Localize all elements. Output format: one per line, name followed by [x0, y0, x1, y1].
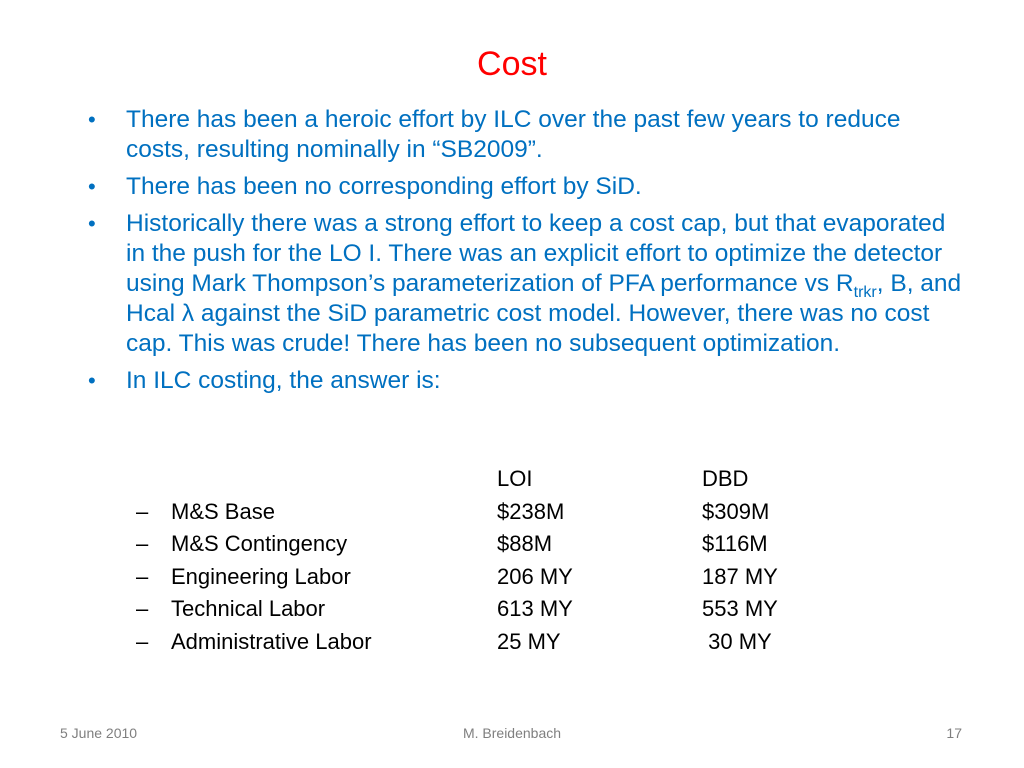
bullet-marker: • — [88, 211, 96, 236]
row-dbd-value: $309M — [702, 498, 770, 524]
slide-title: Cost — [477, 45, 547, 83]
row-dbd-value: $116M — [702, 531, 768, 557]
table-header-loi: LOI — [497, 466, 533, 492]
row-label-text: Technical Labor — [171, 596, 326, 622]
dash-marker: – — [136, 531, 149, 557]
bullet-text-part: Historically there was a strong effort to keep a cost cap, but that evaporated in the push for the LO I. There was an explicit effort to optimize the detector using Mark Thompson’s parameterization of PFA performance vs R — [126, 210, 946, 297]
dash-marker: – — [136, 596, 149, 622]
bullet-text — [126, 210, 961, 357]
row-loi-value: $238M — [497, 498, 565, 524]
bullet-marker: • — [88, 174, 96, 199]
bullet-list — [84, 105, 964, 403]
row-dbd-value: 30 MY — [702, 628, 772, 654]
row-label — [136, 626, 497, 659]
row-loi-value: 206 MY — [497, 563, 573, 589]
row-dbd-value: 187 MY — [702, 563, 778, 589]
row-loi-value: $88M — [497, 531, 553, 557]
bullet-marker: • — [88, 368, 96, 393]
row-label-text: Administrative Labor — [171, 628, 372, 654]
footer-date: 5 June 2010 — [60, 725, 138, 741]
row-loi-value: 25 MY — [497, 628, 561, 654]
bullet-item — [84, 209, 964, 359]
row-label-text: M&S Base — [171, 498, 275, 524]
bullet-text-part: , B, and Hcal λ against the SiD parametric cost model. However, there was no cost cap. This was crude! There has been no subsequent optimization. — [126, 270, 962, 357]
dash-marker: – — [136, 563, 149, 589]
row-label — [136, 528, 497, 561]
table-header-label — [136, 463, 497, 496]
bullet-text: There has been no corresponding effort by SiD. — [126, 173, 642, 200]
row-dbd-value: 553 MY — [702, 596, 778, 622]
row-label — [136, 496, 497, 529]
row-label-text: M&S Contingency — [171, 531, 348, 557]
table-row — [136, 496, 822, 529]
bullet-item — [84, 366, 964, 396]
bullet-marker: • — [88, 107, 96, 132]
dash-marker: – — [136, 628, 149, 654]
table-header-dbd: DBD — [702, 466, 749, 492]
table-row — [136, 593, 822, 626]
row-label — [136, 593, 497, 626]
table-row — [136, 528, 822, 561]
row-loi-value: 613 MY — [497, 596, 573, 622]
footer-page-number: 17 — [946, 725, 962, 741]
row-label-text: Engineering Labor — [171, 563, 351, 589]
row-label — [136, 561, 497, 594]
bullet-item — [84, 172, 964, 202]
subscript-trkr: trkr — [853, 283, 877, 301]
cost-table — [136, 463, 822, 658]
bullet-item — [84, 105, 964, 165]
dash-marker: – — [136, 498, 149, 524]
table-header-row — [136, 463, 822, 496]
bullet-text: In ILC costing, the answer is: — [126, 367, 441, 394]
footer-author: M. Breidenbach — [462, 725, 562, 741]
table-row — [136, 626, 822, 659]
table-row — [136, 561, 822, 594]
bullet-text: There has been a heroic effort by ILC over the past few years to reduce costs, resulting nominally in “SB2009”. — [126, 106, 901, 163]
